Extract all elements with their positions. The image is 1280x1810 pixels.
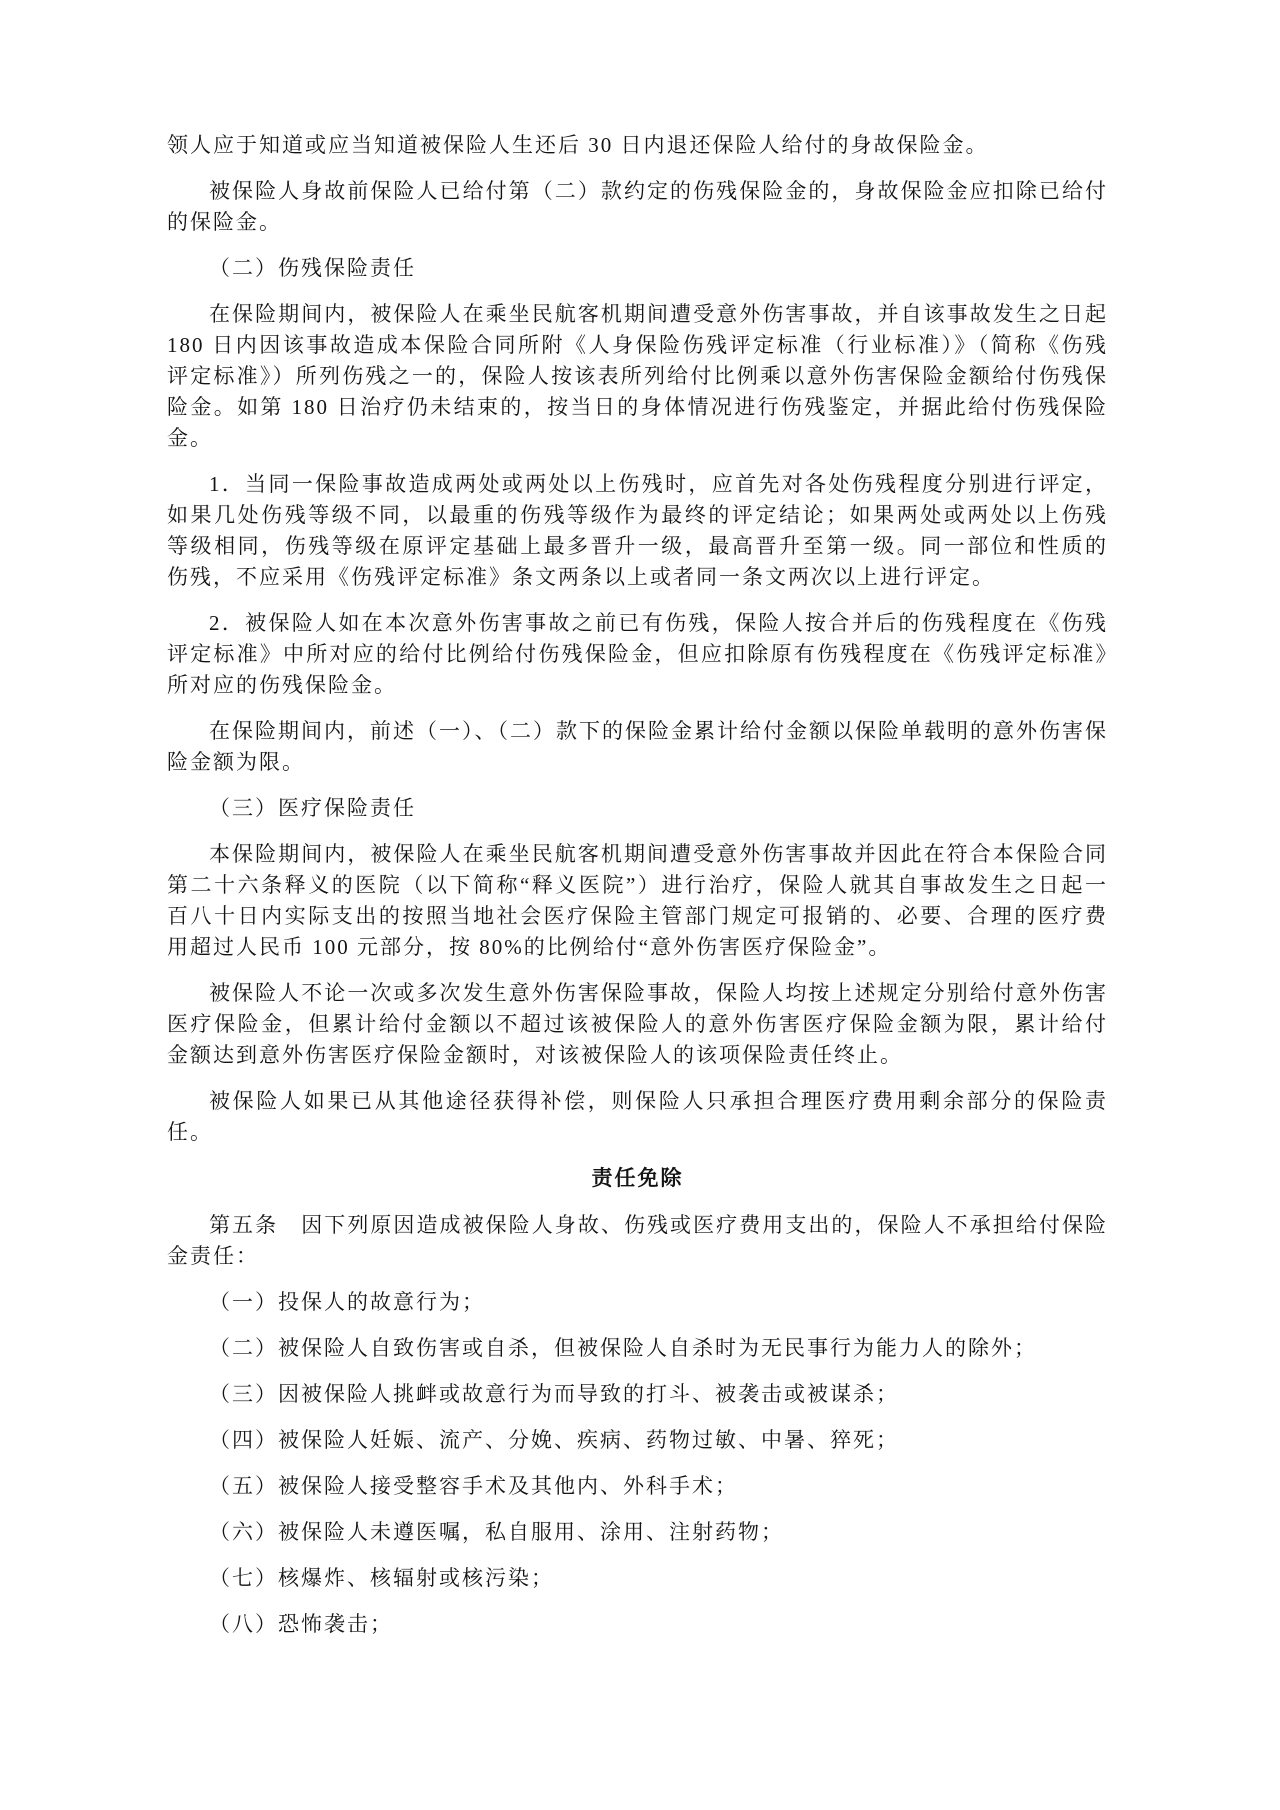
exclusion-list-item: （六）被保险人未遵医嘱，私自服用、涂用、注射药物； [209, 1520, 784, 1544]
paragraph: 被保险人如果已从其他途径获得补偿，则保险人只承担合理医疗费用剩余部分的保险责任。 [167, 1089, 1108, 1144]
exclusion-list-item: （七）核爆炸、核辐射或核污染； [209, 1566, 554, 1590]
paragraph-continuation: 领人应于知道或应当知道被保险人生还后 30 日内退还保险人给付的身故保险金。 [167, 133, 989, 157]
exclusion-list-item: （八）恐怖袭击； [209, 1612, 393, 1636]
paragraph: 在保险期间内，前述（一）、（二）款下的保险金累计给付金额以保险单载明的意外伤害保险金额为限。 [167, 719, 1108, 774]
exclusion-list-item: （一）投保人的故意行为； [209, 1290, 485, 1314]
paragraph: 在保险期间内，被保险人在乘坐民航客机期间遭受意外伤害事故，并自该事故发生之日起 180 日内因该事故造成本保险合同所附《人身保险伤残评定标准（行业标准）》（简称《伤残评定标准》）所列伤残之一的，保险人按该表所列给付比例乘以意外伤害保险金额给付伤残保险金。如第 180 日治疗仍未结束的，按当日的身体情况进行伤残鉴定，并据此给付伤残保险金。 [167, 302, 1108, 450]
paragraph: 第五条 因下列原因造成被保险人身故、伤残或医疗费用支出的，保险人不承担给付保险金责任： [167, 1213, 1108, 1268]
section-heading: 责任免除 [591, 1166, 684, 1190]
exclusion-list-item: （四）被保险人妊娠、流产、分娩、疾病、药物过敏、中暑、猝死； [209, 1428, 899, 1452]
paragraph: 被保险人身故前保险人已给付第（二）款约定的伤残保险金的，身故保险金应扣除已给付的保险金。 [167, 179, 1108, 234]
document-content [167, 130, 1108, 1655]
paragraph: 被保险人不论一次或多次发生意外伤害保险事故，保险人均按上述规定分别给付意外伤害医疗保险金，但累计给付金额以不超过该被保险人的意外伤害医疗保险金额为限，累计给付金额达到意外伤害医疗保险金额时，对该被保险人的该项保险责任终止。 [167, 981, 1108, 1067]
exclusion-list-item: （二）被保险人自致伤害或自杀，但被保险人自杀时为无民事行为能力人的除外； [209, 1336, 1037, 1360]
paragraph: 2．被保险人如在本次意外伤害事故之前已有伤残，保险人按合并后的伤残程度在《伤残评定标准》中所对应的给付比例给付伤残保险金，但应扣除原有伤残程度在《伤残评定标准》所对应的伤残保险金。 [167, 611, 1108, 697]
paragraph: 1．当同一保险事故造成两处或两处以上伤残时，应首先对各处伤残程度分别进行评定，如果几处伤残等级不同，以最重的伤残等级作为最终的评定结论；如果两处或两处以上伤残等级相同，伤残等级在原评定基础上最多晋升一级，最高晋升至第一级。同一部位和性质的伤残，不应采用《伤残评定标准》条文两条以上或者同一条文两次以上进行评定。 [167, 472, 1108, 589]
clause-subheading: （三）医疗保险责任 [209, 796, 416, 820]
exclusion-list-item: （五）被保险人接受整容手术及其他内、外科手术； [209, 1474, 738, 1498]
clause-subheading: （二）伤残保险责任 [209, 256, 416, 280]
paragraph: 本保险期间内，被保险人在乘坐民航客机期间遭受意外伤害事故并因此在符合本保险合同第二十六条释义的医院（以下简称“释义医院”）进行治疗，保险人就其自事故发生之日起一百八十日内实际支出的按照当地社会医疗保险主管部门规定可报销的、必要、合理的医疗费用超过人民币 100 元部分，按 80%的比例给付“意外伤害医疗保险金”。 [167, 842, 1108, 959]
exclusion-list-item: （三）因被保险人挑衅或故意行为而导致的打斗、被袭击或被谋杀； [209, 1382, 899, 1406]
